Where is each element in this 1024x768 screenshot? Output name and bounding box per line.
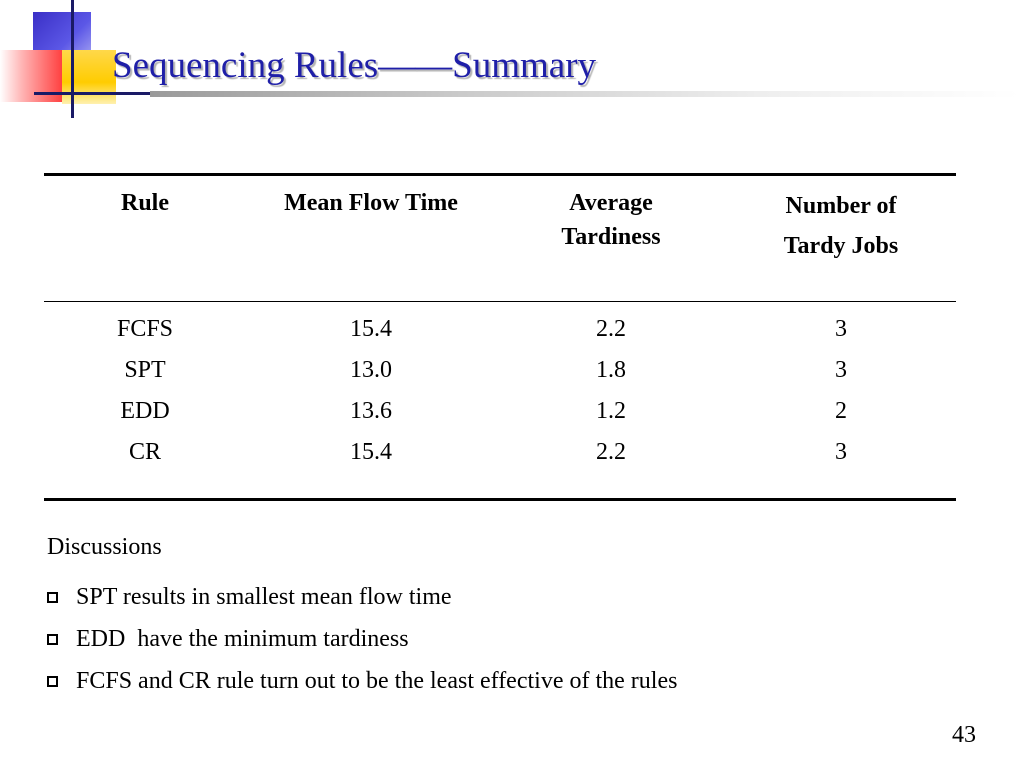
header-average-tardiness-line1: Average (569, 190, 653, 216)
square-bullet-icon (47, 592, 58, 603)
cell-tardy-jobs: 3 (835, 316, 847, 342)
slide-title: Sequencing Rules——Summary (112, 45, 597, 86)
discussion-heading: Discussions (47, 534, 162, 560)
table-row (44, 393, 956, 434)
bullet-text: EDD have the minimum tardiness (76, 625, 409, 652)
discussion-list (47, 576, 677, 702)
bullet-text: FCFS and CR rule turn out to be the least effective of the rules (76, 667, 678, 694)
table-row (44, 352, 956, 393)
table-bottom-rule (44, 498, 956, 501)
header-rule-label: Rule (121, 190, 169, 216)
cell-mean-flow-time: 15.4 (350, 316, 392, 342)
title-underline (150, 91, 1020, 97)
cell-mean-flow-time: 13.0 (350, 357, 392, 383)
cell-tardy-jobs: 3 (835, 357, 847, 383)
cell-rule: CR (128, 439, 161, 465)
header-tardy-jobs-line1: Number of (785, 193, 897, 219)
table-body (44, 311, 956, 475)
cell-average-tardiness: 2.2 (596, 316, 626, 342)
header-average-tardiness-line2: Tardiness (561, 224, 661, 250)
cell-mean-flow-time: 15.4 (350, 439, 392, 465)
cell-tardy-jobs: 2 (835, 398, 847, 424)
table-top-rule (44, 173, 956, 176)
square-bullet-icon (47, 634, 58, 645)
logo-horizontal-line (34, 92, 154, 95)
bullet-text: SPT results in smallest mean flow time (76, 583, 452, 610)
cell-average-tardiness: 1.8 (596, 357, 626, 383)
list-item (47, 660, 677, 702)
cell-rule: FCFS (116, 316, 174, 342)
cell-mean-flow-time: 13.6 (350, 398, 392, 424)
header-rule (44, 186, 246, 221)
table-row (44, 311, 956, 352)
cell-average-tardiness: 2.2 (596, 439, 626, 465)
table-row (44, 434, 956, 475)
list-item (47, 576, 677, 618)
cell-average-tardiness: 1.2 (596, 398, 626, 424)
square-bullet-icon (47, 676, 58, 687)
logo-vertical-line (71, 0, 74, 118)
table-header-rule (44, 301, 956, 302)
cell-rule: EDD (120, 398, 170, 424)
header-mean-flow-time-label: Mean Flow Time (284, 190, 458, 216)
header-mean-flow-time (246, 186, 496, 221)
header-tardy-jobs (726, 186, 956, 266)
cell-tardy-jobs: 3 (835, 439, 847, 465)
page-number: 43 (952, 722, 976, 748)
list-item (47, 618, 677, 660)
header-average-tardiness (496, 186, 726, 254)
header-tardy-jobs-line2: Tardy Jobs (783, 233, 899, 259)
cell-rule: SPT (124, 357, 166, 383)
